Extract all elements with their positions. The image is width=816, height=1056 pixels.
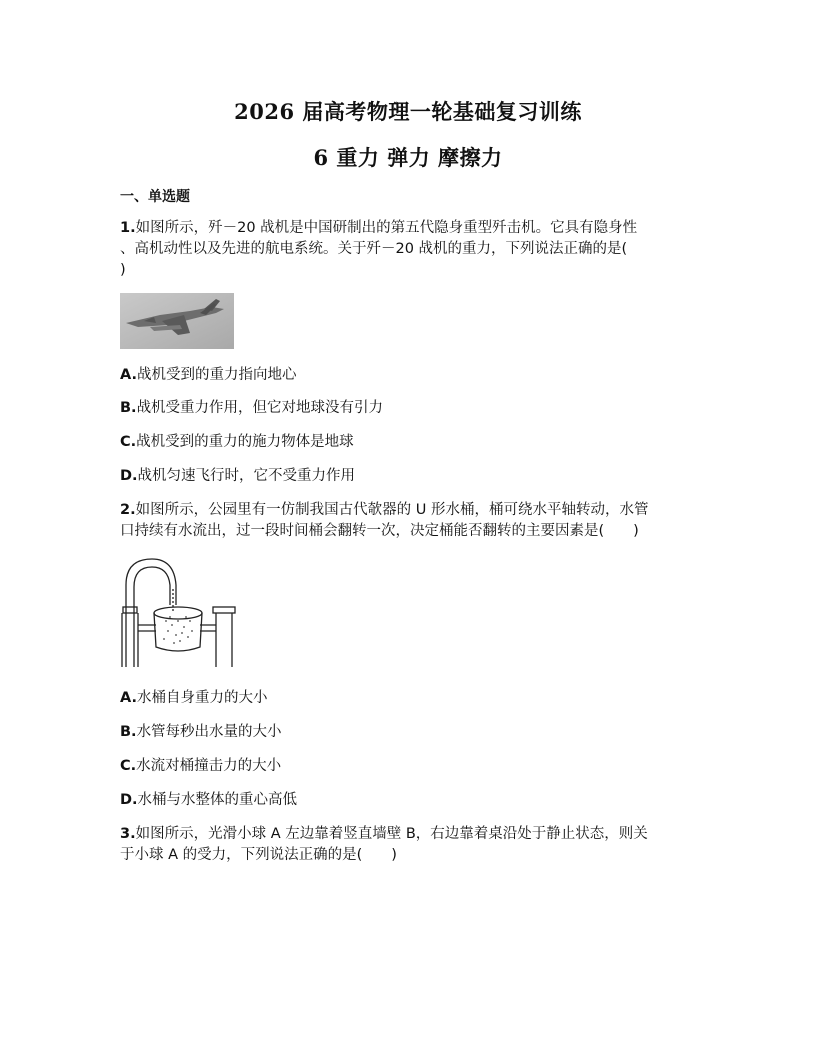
question-1-line-1: 如图所示，歼－20 战机是中国研制出的第五代隐身重型歼击机。它具有隐身性 [135,220,638,236]
question-2-option-d[interactable]: D.水桶与水整体的重心高低 [120,792,298,808]
question-1-option-d[interactable]: D.战机匀速飞行时，它不受重力作用 [120,468,356,484]
question-2-line-2: 口持续有水流出，过一段时间桶会翻转一次，决定桶能否翻转的主要因素是( ) [120,523,639,539]
question-3-stem [120,824,698,866]
question-2-option-c[interactable]: C.水流对桶撞击力的大小 [120,758,282,774]
question-3-line-1: 如图所示，光滑小球 A 左边靠着竖直墙壁 B，右边靠着桌沿处于静止状态，则关 [135,826,648,842]
question-1-line-3: ) [120,262,126,278]
section-heading: 一、单选题 [120,189,190,205]
question-3-number: 3. [120,826,136,842]
question-2-stem [120,500,698,542]
question-1-option-b[interactable]: B.战机受重力作用，但它对地球没有引力 [120,400,384,416]
fighter-jet-photo [120,293,234,353]
document-subtitle: 6 重力 弹力 摩擦力 [313,145,503,170]
question-1-line-2: 、高机动性以及先进的航电系统。关于歼－20 战机的重力，下列说法正确的是( [120,241,628,257]
question-2-option-b[interactable]: B.水管每秒出水量的大小 [120,724,282,740]
u-shaped-bucket-diagram [118,555,238,677]
document-title: 2026 届高考物理一轮基础复习训练 [234,99,582,124]
question-2-number: 2. [120,502,136,518]
question-1-option-c[interactable]: C.战机受到的重力的施力物体是地球 [120,434,354,450]
question-3-line-2: 于小球 A 的受力，下列说法正确的是( ) [120,847,397,863]
question-2-line-1: 如图所示，公园里有一仿制我国古代欹器的 U 形水桶，桶可绕水平轴转动，水管 [135,502,649,518]
question-1-option-a[interactable]: A.战机受到的重力指向地心 [120,367,297,383]
question-2-option-a[interactable]: A.水桶自身重力的大小 [120,690,268,706]
question-1-stem [120,218,698,281]
question-1-number: 1. [120,220,136,236]
